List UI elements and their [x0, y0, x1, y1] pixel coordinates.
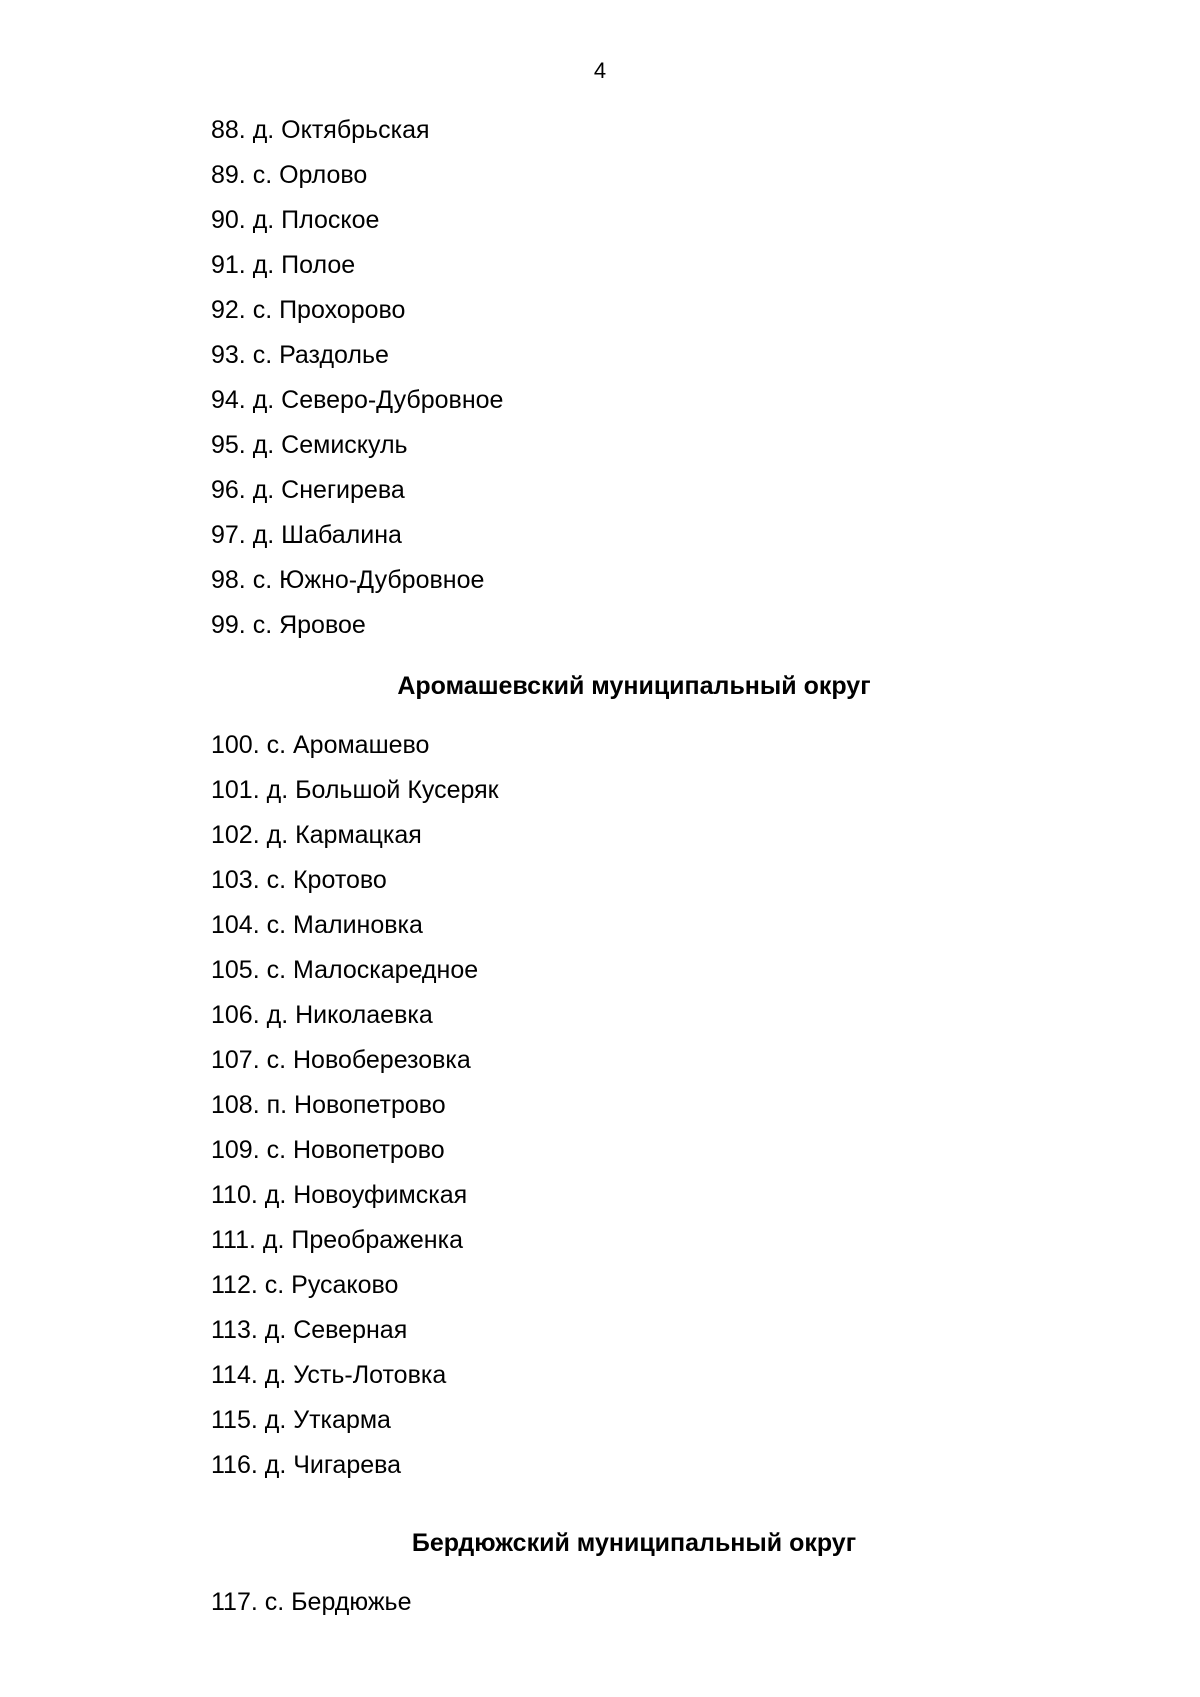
list-item: 113. д. Северная	[211, 1316, 408, 1344]
list-item: 103. с. Кротово	[211, 866, 387, 894]
list-item: 112. с. Русаково	[211, 1271, 399, 1299]
list-item: 97. д. Шабалина	[211, 521, 402, 549]
list-item: 105. с. Малоскаредное	[211, 956, 479, 984]
list-item: 88. д. Октябрьская	[211, 116, 430, 144]
list-item: 90. д. Плоское	[211, 206, 380, 234]
list-item: 116. д. Чигарева	[211, 1451, 402, 1479]
list-item: 100. с. Аромашево	[211, 731, 430, 759]
list-item: 111. д. Преображенка	[211, 1226, 464, 1254]
list-item: 94. д. Северо-Дубровное	[211, 386, 504, 414]
list-item: 92. с. Прохорово	[211, 296, 406, 324]
list-item: 98. с. Южно-Дубровное	[211, 566, 485, 594]
settlement-list	[211, 115, 503, 655]
list-item: 102. д. Кармацкая	[211, 821, 422, 849]
section-heading: Аромашевский муниципальный округ	[397, 672, 871, 700]
list-item: 95. д. Семискуль	[211, 431, 408, 459]
list-item: 107. с. Новоберезовка	[211, 1046, 471, 1074]
list-item: 91. д. Полое	[211, 251, 356, 279]
settlement-list	[211, 730, 499, 1495]
list-item: 106. д. Николаевка	[211, 1001, 433, 1029]
section-heading: Бердюжский муниципальный округ	[411, 1529, 857, 1557]
list-item: 101. д. Большой Кусеряк	[211, 776, 499, 804]
list-item: 99. с. Яровое	[211, 611, 366, 639]
list-item: 104. с. Малиновка	[211, 911, 423, 939]
list-item: 115. д. Уткарма	[211, 1406, 391, 1434]
list-item: 109. с. Новопетрово	[211, 1136, 445, 1164]
settlement-list	[211, 1587, 412, 1632]
list-item: 93. с. Раздолье	[211, 341, 389, 369]
list-item: 96. д. Снегирева	[211, 476, 405, 504]
list-item: 108. п. Новопетрово	[211, 1091, 446, 1119]
list-item: 114. д. Усть-Лотовка	[211, 1361, 447, 1389]
list-item: 110. д. Новоуфимская	[211, 1181, 468, 1209]
list-item: 117. с. Бердюжье	[211, 1588, 412, 1616]
list-item: 89. с. Орлово	[211, 161, 368, 189]
page-number: 4	[593, 58, 607, 83]
